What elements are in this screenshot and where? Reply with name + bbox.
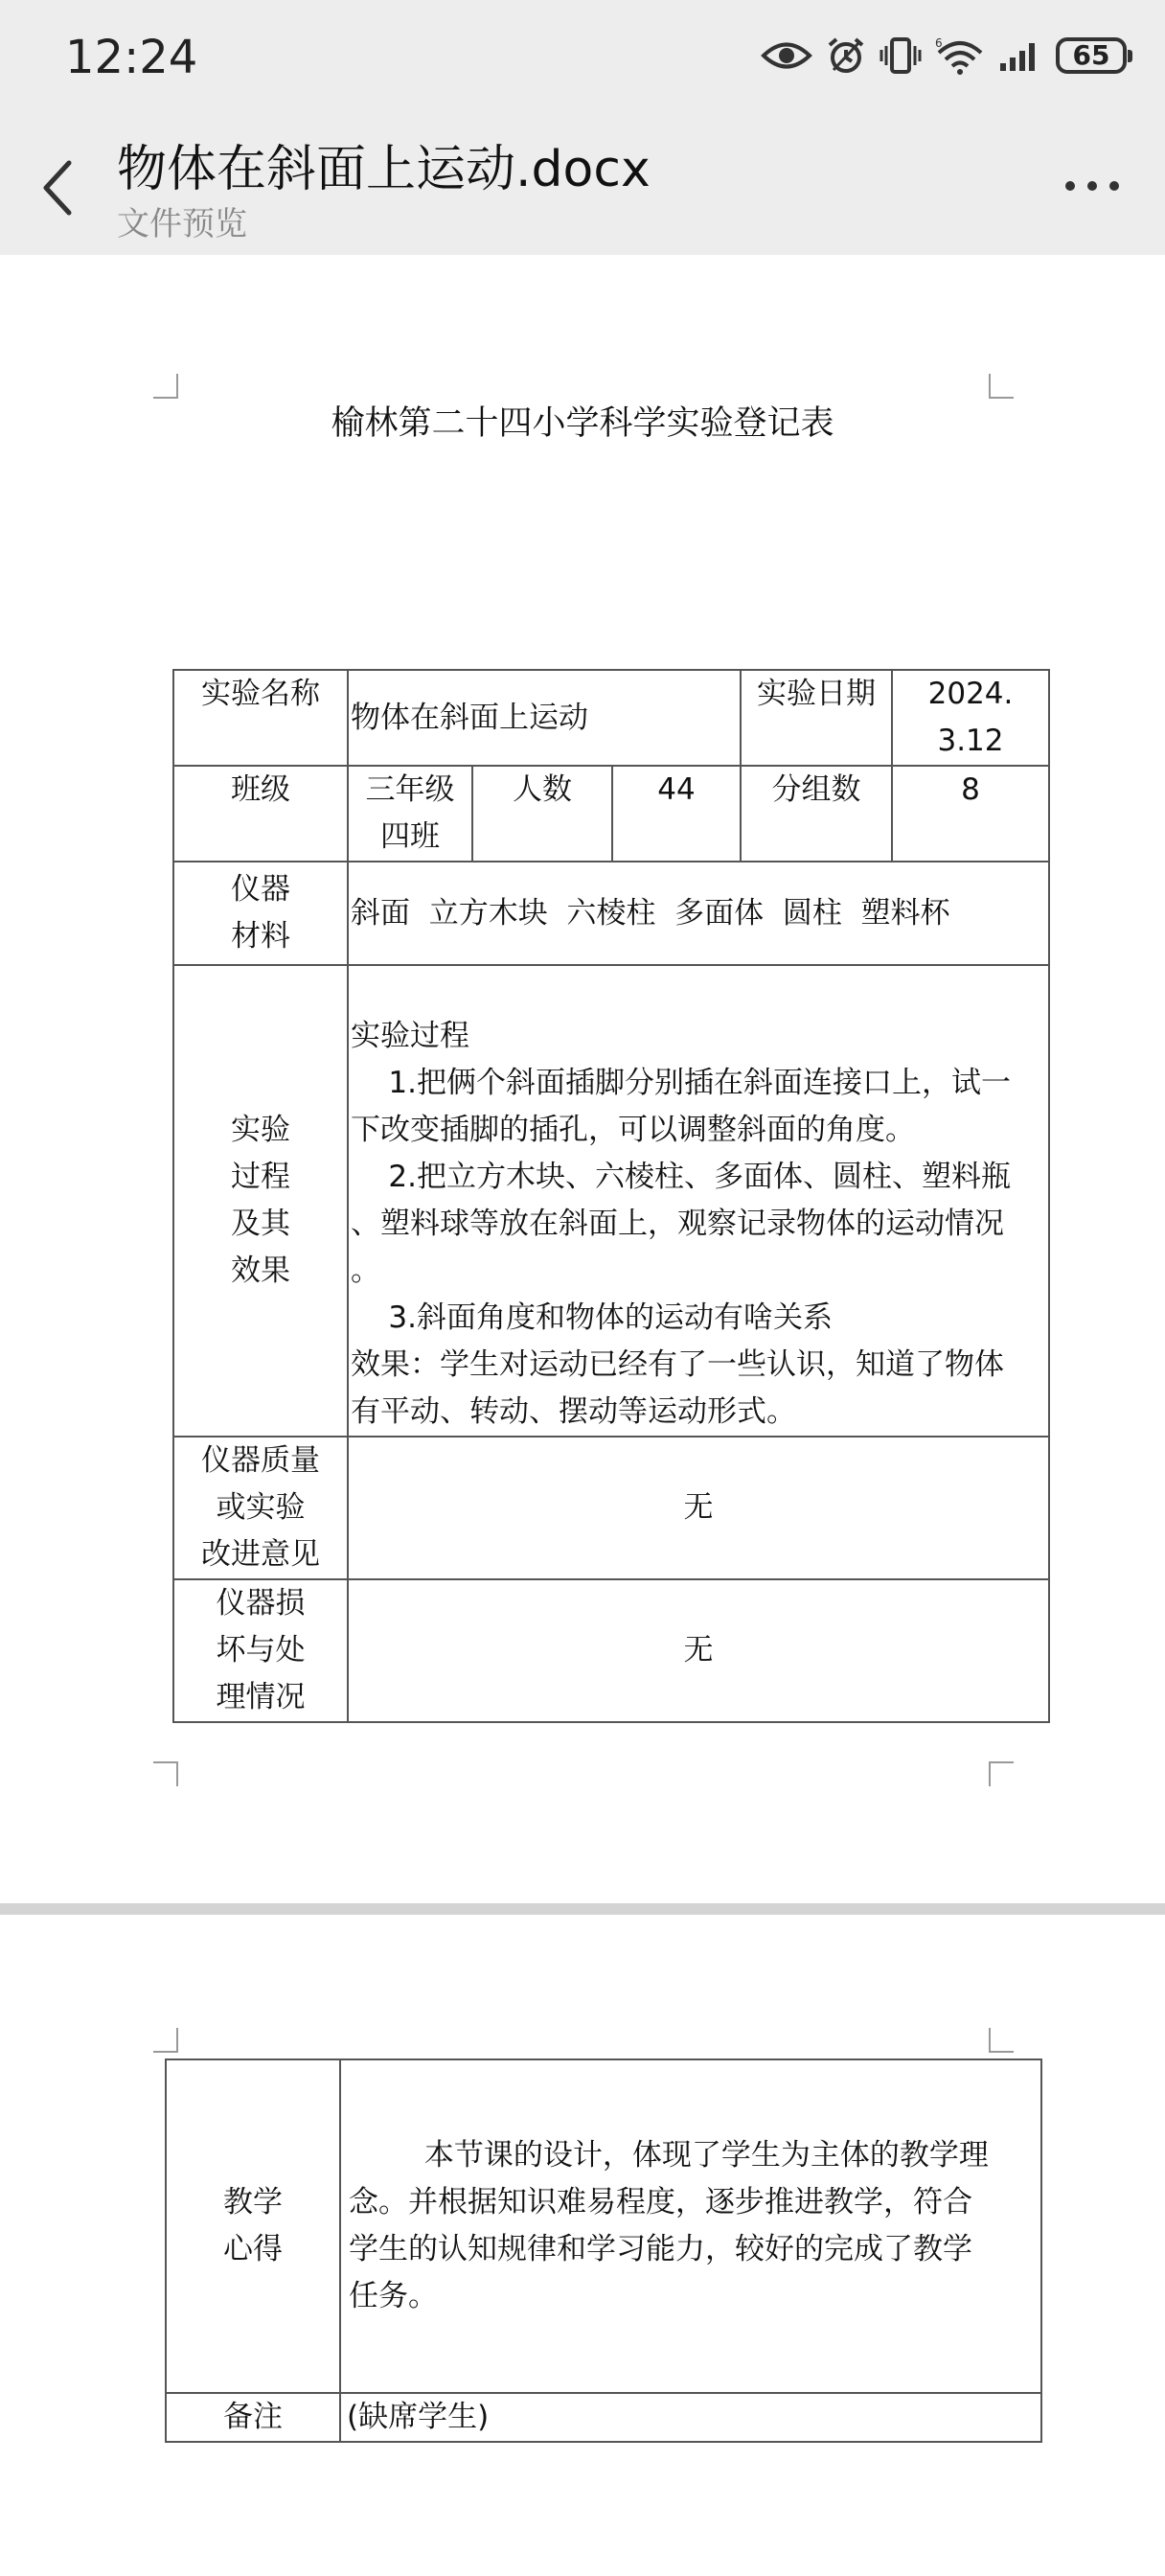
group-count-label: 分组数 xyxy=(741,766,892,862)
table-row xyxy=(173,766,1049,862)
svg-text:6: 6 xyxy=(935,36,943,50)
class-value-line-2: 四班 xyxy=(380,819,440,854)
process-line: 有平动、转动、摆动等运动形式。 xyxy=(351,1394,796,1429)
page-corner-mark xyxy=(153,374,178,399)
document-title: 物体在斜面上运动.docx xyxy=(117,141,651,198)
chevron-left-icon xyxy=(40,159,75,217)
table-row xyxy=(173,1579,1049,1722)
process-label-line-2: 过程 xyxy=(231,1160,290,1194)
quality-label-line-3: 改进意见 xyxy=(201,1537,320,1572)
remark-value: (缺席学生) xyxy=(340,2393,1041,2442)
experiment-name-label: 实验名称 xyxy=(173,670,348,766)
reflection-line: 学生的认知规律和学习能力，较好的完成了教学 xyxy=(349,2232,972,2266)
process-description xyxy=(348,965,1049,1437)
wifi-6-icon xyxy=(935,35,985,76)
page-separator xyxy=(0,1903,1165,1915)
page-corner-mark xyxy=(989,2028,1014,2053)
more-options-button[interactable] xyxy=(1054,157,1131,215)
signal-icon xyxy=(998,38,1042,73)
reflection-label xyxy=(166,2059,340,2393)
experiment-date-label: 实验日期 xyxy=(741,670,892,766)
materials-value: 斜面 立方木块 六棱柱 多面体 圆柱 塑料杯 xyxy=(348,862,1049,965)
materials-label-line-1: 仪器 xyxy=(231,872,290,907)
vibrate-icon xyxy=(879,36,922,75)
process-label-line-1: 实验 xyxy=(231,1113,290,1147)
quality-label xyxy=(173,1437,348,1579)
form-title: 榆林第二十四小学科学实验登记表 xyxy=(331,404,834,443)
table-row xyxy=(173,670,1049,766)
table-row xyxy=(166,2393,1041,2442)
damage-label-line-3: 理情况 xyxy=(216,1680,306,1714)
reflection-line: 任务。 xyxy=(349,2279,438,2313)
process-line: 3.斜面角度和物体的运动有啥关系 xyxy=(351,1300,833,1335)
reflection-line: 本节课的设计，体现了学生为主体的教学理 xyxy=(349,2138,989,2173)
class-value-line-1: 三年级 xyxy=(365,772,455,807)
group-count-value: 8 xyxy=(892,766,1049,862)
page-corner-mark xyxy=(153,1761,178,1786)
table-row xyxy=(173,1437,1049,1579)
process-line: 2.把立方木块、六棱柱、多面体、圆柱、塑料瓶 xyxy=(351,1160,1011,1194)
quality-label-line-2: 或实验 xyxy=(216,1490,306,1525)
class-value xyxy=(348,766,472,862)
student-count-value: 44 xyxy=(612,766,741,862)
process-label xyxy=(173,965,348,1437)
process-label-line-4: 效果 xyxy=(231,1254,290,1288)
materials-label-line-2: 材料 xyxy=(231,919,290,954)
process-line: 、塑料球等放在斜面上，观察记录物体的运动情况 xyxy=(351,1207,1004,1241)
process-line: 实验过程 xyxy=(351,1019,469,1053)
process-label-line-3: 及其 xyxy=(231,1207,290,1241)
process-line: 。 xyxy=(351,1254,380,1288)
reflection-label-line-2: 心得 xyxy=(223,2232,283,2266)
process-line: 下改变插脚的插孔，可以调整斜面的角度。 xyxy=(351,1113,915,1147)
damage-label xyxy=(173,1579,348,1722)
materials-label xyxy=(173,862,348,965)
eye-icon xyxy=(761,39,812,72)
reflection-label-line-1: 教学 xyxy=(223,2185,283,2220)
class-label: 班级 xyxy=(173,766,348,862)
battery-icon: 65 xyxy=(1056,37,1127,74)
experiment-date-value xyxy=(892,670,1049,766)
experiment-date-line-2: 3.12 xyxy=(937,724,1004,758)
table-row xyxy=(173,862,1049,965)
status-bar xyxy=(0,0,1165,123)
damage-value: 无 xyxy=(348,1579,1049,1722)
status-icons xyxy=(761,33,1127,79)
reflection-text xyxy=(340,2059,1041,2393)
experiment-registration-table xyxy=(172,669,1050,1723)
teaching-reflection-table xyxy=(165,2058,1042,2443)
page-corner-mark xyxy=(989,1761,1014,1786)
alarm-icon xyxy=(826,35,866,76)
damage-label-line-2: 坏与处 xyxy=(216,1633,306,1668)
page-corner-mark xyxy=(989,374,1014,399)
more-dots-icon xyxy=(1063,179,1121,193)
process-line: 1.把俩个斜面插脚分别插在斜面连接口上，试一 xyxy=(351,1066,1011,1100)
process-line: 效果：学生对运动已经有了一些认识，知道了物体 xyxy=(351,1347,1004,1382)
damage-label-line-1: 仪器损 xyxy=(216,1586,306,1621)
table-row xyxy=(166,2059,1041,2393)
app-bar xyxy=(0,123,1165,255)
quality-label-line-1: 仪器质量 xyxy=(201,1443,320,1478)
document-subtitle: 文件预览 xyxy=(117,205,247,243)
reflection-line: 念。并根据知识难易程度，逐步推进教学，符合 xyxy=(349,2185,972,2220)
document-page-2[interactable] xyxy=(0,1915,1165,2576)
back-button[interactable] xyxy=(29,150,86,226)
table-row xyxy=(173,965,1049,1437)
quality-value: 无 xyxy=(348,1437,1049,1579)
experiment-date-line-1: 2024. xyxy=(927,677,1014,711)
document-page-1[interactable] xyxy=(0,255,1165,1903)
experiment-name-value: 物体在斜面上运动 xyxy=(348,670,741,766)
page-corner-mark xyxy=(153,2028,178,2053)
status-time: 12:24 xyxy=(65,31,198,84)
remark-label: 备注 xyxy=(166,2393,340,2442)
student-count-label: 人数 xyxy=(472,766,612,862)
